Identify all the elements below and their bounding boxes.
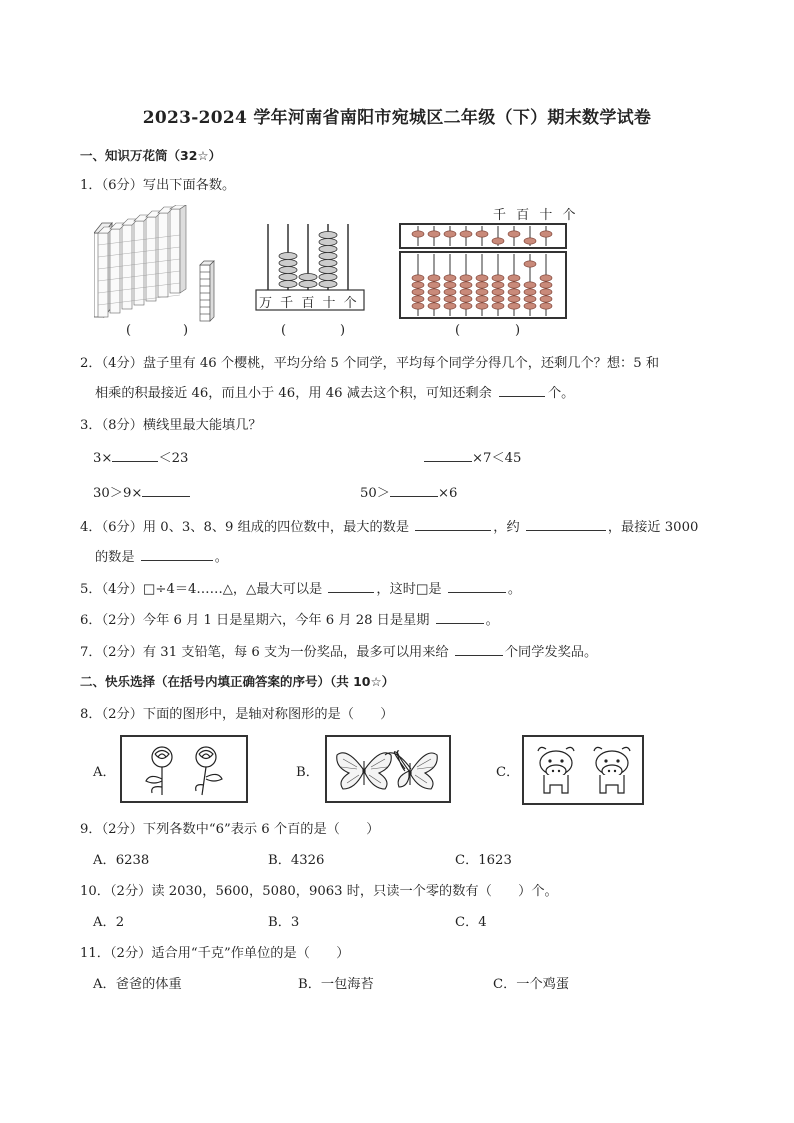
answer-paren-left-3: ( [455,323,461,338]
answer-blank[interactable] [526,518,606,531]
page-title: 2023-2024 学年河南省南阳市宛城区二年级（下）期末数学试卷 [142,108,652,128]
expression-text: ×7＜45 [472,451,522,466]
butterflies-icon [327,737,449,801]
question-10: 10．（2分）读 2030，5600，5080，9063 时，只读一个零的数有（ ）个。 [80,884,558,899]
answer-blank[interactable] [141,548,213,561]
roses-icon [122,737,246,801]
answer-blank[interactable] [499,384,545,397]
expression-text: 30＞9× [93,486,143,501]
option-c[interactable]: C．4 [455,915,487,930]
question-7-text: 7．（2分）有 31 支铅笔，每 6 支为一份奖品，最多可以用来给 [80,645,449,660]
answer-blank[interactable] [436,611,484,624]
answer-blank[interactable] [455,643,503,656]
question-7-text: 个同学发奖品。 [504,645,598,660]
answer-blank[interactable] [424,449,472,462]
option-b-label[interactable]: B． [296,765,319,780]
option-a-label[interactable]: A． [93,765,116,780]
expression-text: 3× [93,451,113,466]
question-4-text: ，约 [493,520,520,535]
question-11: 11．（2分）适合用“千克”作单位的是（ ） [80,946,350,961]
place-label: 千 [493,208,510,223]
section-heading-1: 一、知识万花筒（32☆） [80,148,222,163]
question-3-item-b [424,447,521,466]
place-label: 百 [301,296,317,311]
option-b[interactable]: B．3 [268,915,300,930]
question-7 [80,641,597,660]
counter-place-labels [493,204,578,223]
base-ten-blocks-figure [94,205,218,340]
answer-blank[interactable] [112,449,158,462]
question-5-text: 。 [507,582,522,597]
question-5-text: 5．（4分）□÷4＝4……△，△最大可以是 [80,582,323,597]
answer-blank[interactable] [448,580,506,593]
answer-paren-left-1: ( [126,323,132,338]
question-6-text: 。 [485,613,499,628]
option-a[interactable]: A．2 [93,915,125,930]
question-8: 8．（2分）下面的图形中，是轴对称图形的是（ ） [80,707,394,722]
option-c-label[interactable]: C． [496,765,520,780]
question-2-text: 相乘的积最接近 46，而且小于 46，用 46 减去这个积，可知还剩余 [95,386,492,401]
place-label: 个 [343,296,359,311]
option-b-butterflies-picture[interactable] [325,735,451,803]
question-4-text: ，最接近 3000 [607,520,699,535]
question-4-text: 。 [214,550,228,565]
answer-blank[interactable] [415,518,491,531]
question-3-item-d [360,482,457,501]
place-label: 个 [562,208,579,223]
question-6 [80,609,499,628]
expression-text: ＜23 [158,451,189,466]
place-label: 百 [516,208,533,223]
question-2-line-1: 2．（4分）盘子里有 46 个樱桃，平均分给 5 个同学，平均每个同学分得几个，还剩几个？想：5 和 [80,356,660,371]
place-label: 万 [259,296,275,311]
question-4-line-2 [95,546,228,565]
counting-frame-figure [398,222,570,322]
question-4-text: 的数是 [95,550,135,565]
abacus-place-labels [259,292,359,311]
answer-paren-right-3: ) [515,323,521,338]
answer-paren-left-2: ( [281,323,287,338]
answer-blank[interactable] [390,484,438,497]
question-5-text: ，这时□是 [376,582,442,597]
option-b[interactable]: B．一包海苔 [298,977,374,992]
question-4-line-1 [80,516,698,535]
question-2-line-2 [95,382,574,401]
option-a[interactable]: A．爸爸的体重 [93,977,182,992]
option-c[interactable]: C．一个鸡蛋 [493,977,570,992]
option-a[interactable]: A．6238 [93,853,150,868]
option-b[interactable]: B．4326 [268,853,325,868]
option-c-cows-picture[interactable] [522,735,644,805]
answer-paren-right-2: ) [340,323,346,338]
section-heading-2: 二、快乐选择（在括号内填正确答案的序号）（共 10☆） [80,674,395,689]
answer-paren-right-1: ) [183,323,189,338]
answer-blank[interactable] [328,580,374,593]
place-label: 千 [280,296,296,311]
question-3-item-a [93,447,188,466]
question-3-item-c [93,482,190,501]
question-5 [80,578,521,597]
place-label: 十 [322,296,338,311]
question-9: 9．（2分）下列各数中“6”表示 6 个百的是（ ） [80,822,380,837]
question-3: 3．（8分）横线里最大能填几？ [80,418,262,433]
cows-icon [524,737,642,803]
place-label: 十 [539,208,556,223]
expression-text: 50＞ [360,486,390,501]
question-1: 1．（6分）写出下面各数。 [80,178,236,193]
question-2-suffix: 个。 [548,386,575,401]
question-4-text: 4．（6分）用 0、3、8、9 组成的四位数中，最大的数是 [80,520,410,535]
option-a-roses-picture[interactable] [120,735,248,803]
option-c[interactable]: C．1623 [455,853,512,868]
expression-text: ×6 [437,486,458,501]
answer-blank[interactable] [142,484,190,497]
question-6-text: 6．（2分）今年 6 月 1 日是星期六，今年 6 月 28 日是星期 [80,613,430,628]
